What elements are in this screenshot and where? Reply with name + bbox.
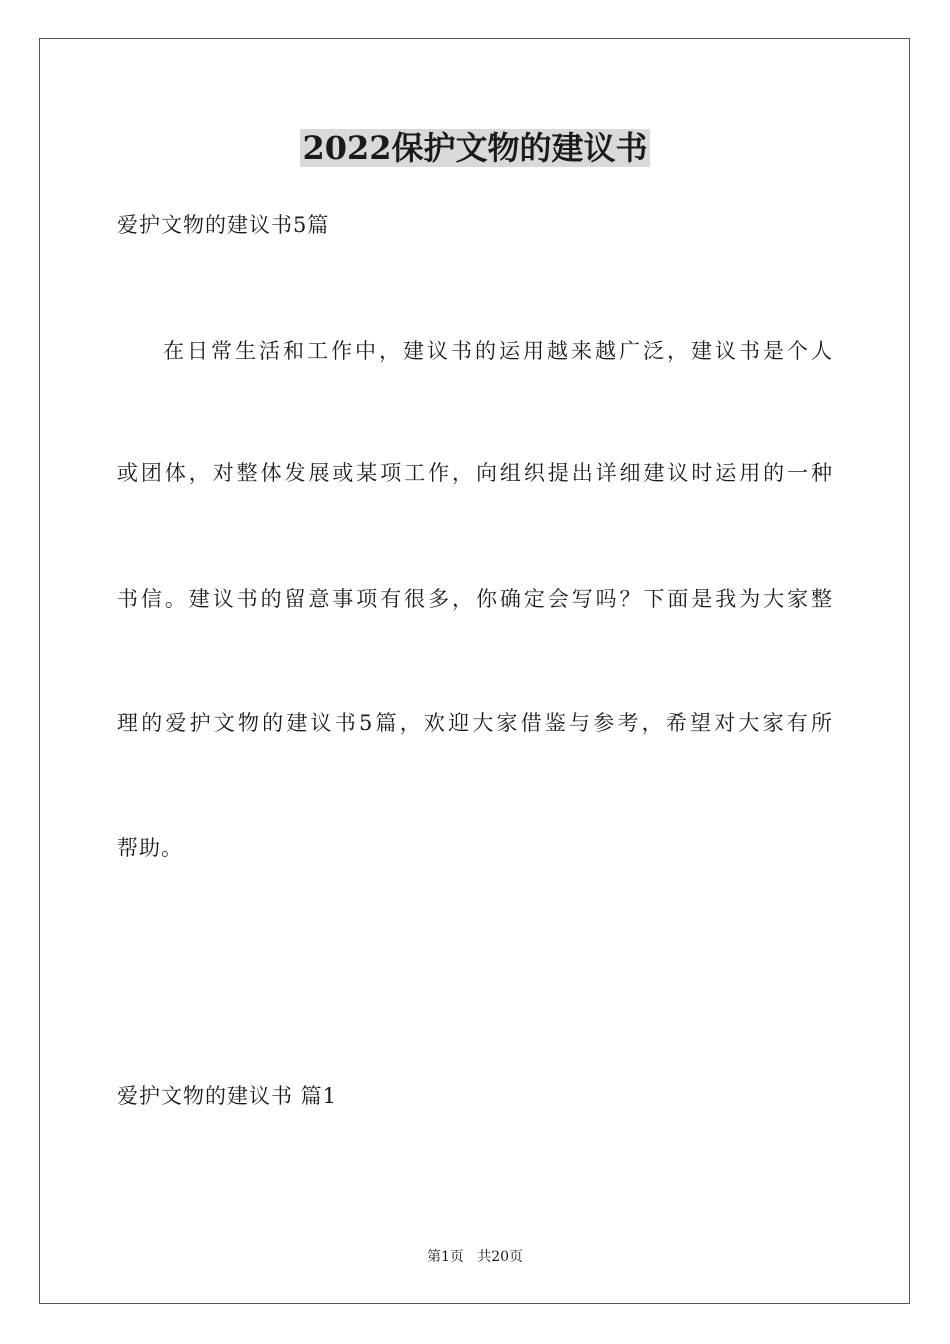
document-subtitle: 爱护文物的建议书5篇: [117, 213, 330, 237]
intro-paragraph-line: 理的爱护文物的建议书5篇，欢迎大家借鉴与参考，希望对大家有所: [117, 711, 833, 735]
intro-paragraph-line: 书信。建议书的留意事项有很多，你确定会写吗？下面是我为大家整: [117, 587, 833, 611]
section-heading: 爱护文物的建议书 篇1: [117, 1084, 338, 1108]
document-title-text: 2022保护文物的建议书: [302, 129, 648, 167]
intro-paragraph-line: 帮助。: [117, 836, 183, 860]
page-footer: 第1页 共20页: [426, 1249, 524, 1265]
intro-paragraph-line: 在日常生活和工作中，建议书的运用越来越广泛，建议书是个人: [163, 339, 833, 363]
intro-paragraph-line: 或团体，对整体发展或某项工作，向组织提出详细建议时运用的一种: [117, 461, 833, 485]
document-title: [0, 128, 950, 168]
